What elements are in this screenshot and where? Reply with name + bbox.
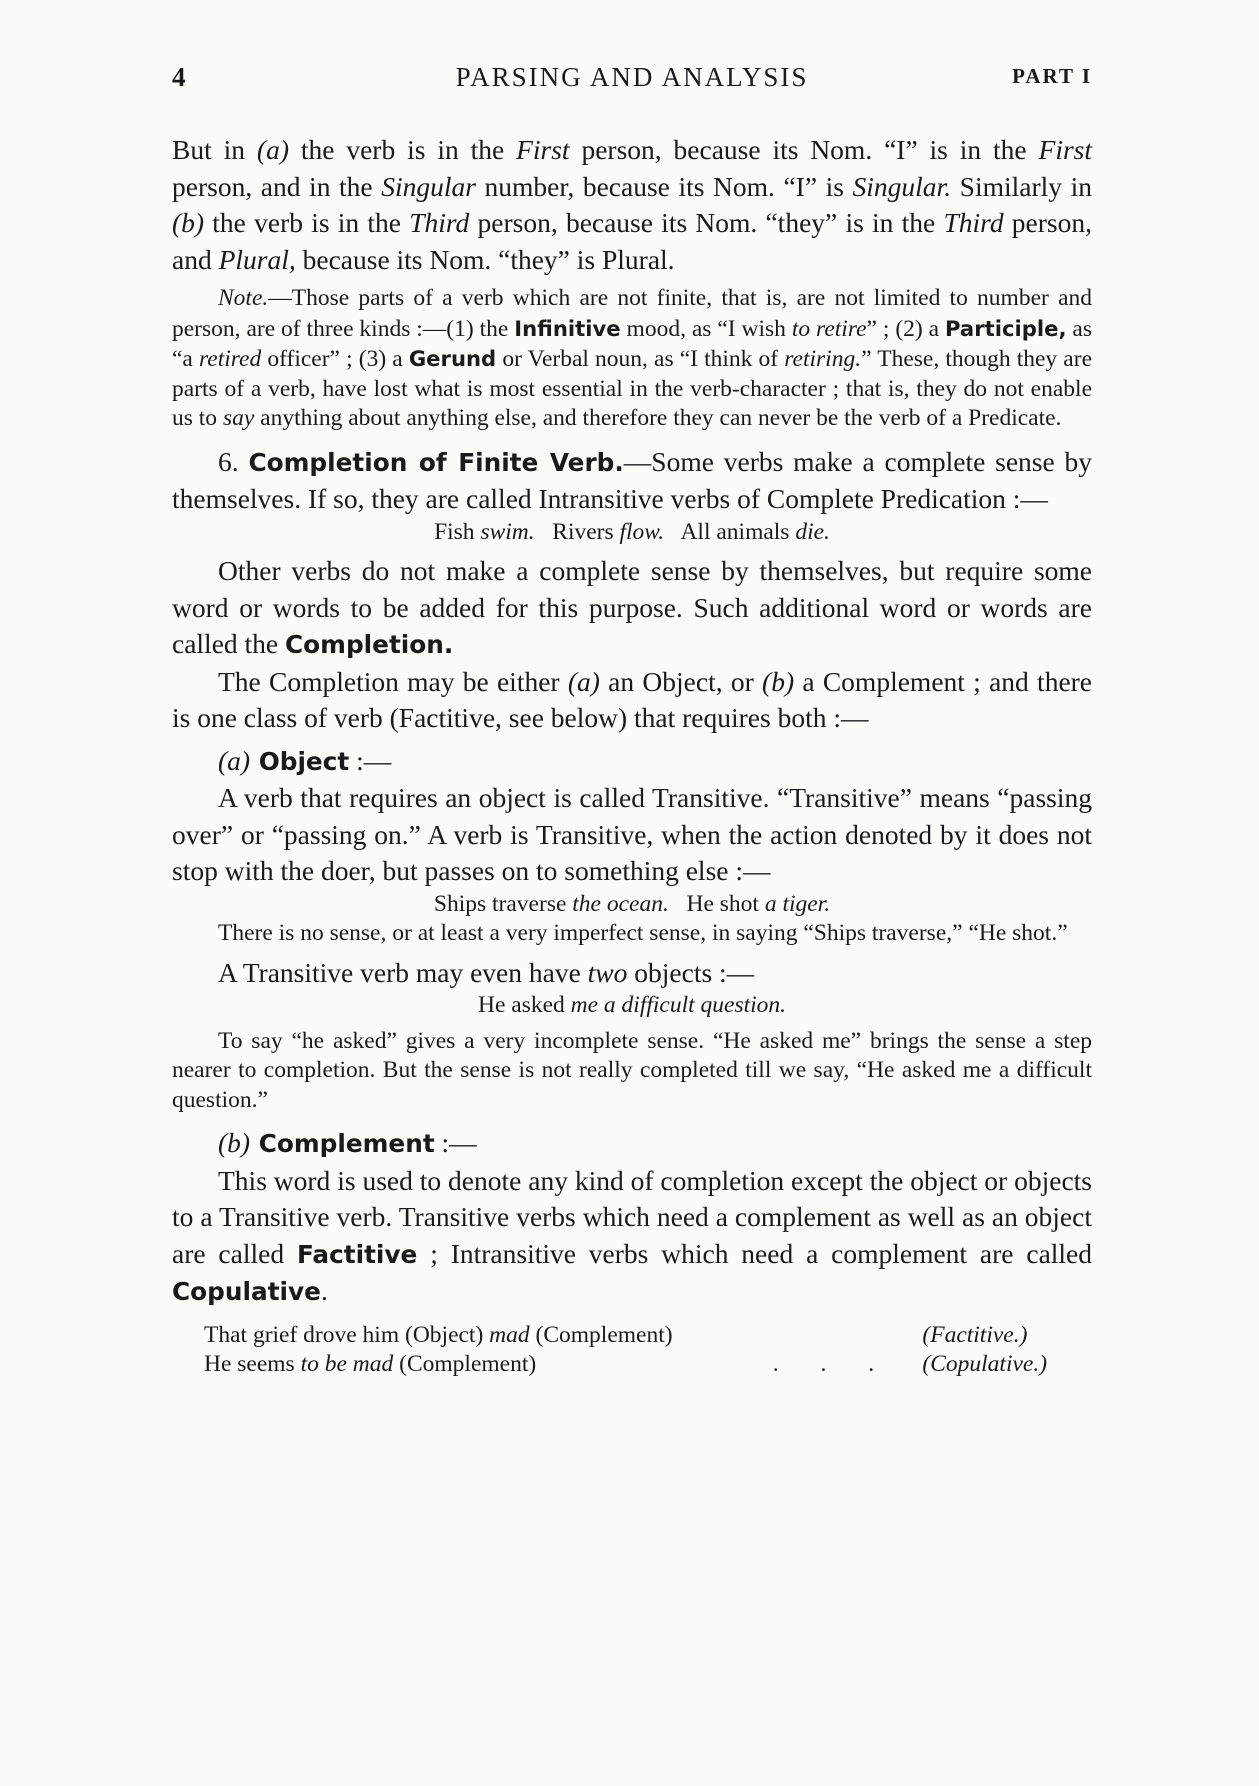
section-6-heading-paragraph: 6. Completion of Finite Verb.—Some verbs make a complete sense by themselves. If so, they are called Intransitive verbs of Complete Predication :— — [172, 445, 1092, 514]
example-two-objects: He asked me a difficult question. — [477, 992, 787, 1018]
page-header — [172, 62, 1092, 102]
note-paragraph: Note.—Those parts of a verb which are not finite, that is, are not limited to number and person, are of three kinds :—(1) the Infinitive mood, as “I wish to retire” ; (2) a Participle, as “a retired officer” ; (3) a Gerund or Verbal noun, as “I think of retiring.” These, though they are parts of a verb, have lost what is most essential in the verb-character ; that is, they do not enable us to say anything about anything else, and therefore they can never be the verb of a Predicate. — [172, 285, 1092, 431]
running-title: PARSING AND ANALYSIS — [455, 62, 809, 92]
example-row-factitive: That grief drove him (Object) mad (Complement) (Factitive.) — [204, 1321, 1080, 1351]
section-6-title: Completion of Finite Verb. — [248, 447, 624, 477]
complement-examples — [204, 1321, 1080, 1380]
subheading-object: (a) Object :— — [218, 744, 392, 776]
paragraph-completion-kinds: The Completion may be either (a) an Object, or (b) a Complement ; and there is one class of verb (Factitive, see below) that requires both :— — [172, 665, 1093, 733]
page-number: 4 — [172, 62, 187, 92]
paragraph-imperfect-sense: There is no sense, or at least a very imperfect sense, in saying “Ships traverse,” “He shot.” — [218, 920, 1068, 946]
example-row-copulative: He seems to be mad (Complement) . . . (Copulative.) — [204, 1350, 1080, 1380]
paragraph-complement: This word is used to denote any kind of completion except the object or objects to a Transitive verb. Transitive verbs which need a complement as well as an object are called Factitive ; Intransitive verbs which need a complement are called Copulative. — [172, 1164, 1093, 1306]
subheading-complement: (b) Complement :— — [218, 1127, 477, 1158]
example-intransitive: Fish swim. Rivers flow. All animals die. — [434, 518, 830, 545]
example-label: (Factitive.) — [922, 1321, 1028, 1348]
paragraph-incomplete-sense: To say “he asked” gives a very incomplete sense. “He asked me” brings the sense a step nearer to completion. But the sense is not really completed till we say, “He asked me a difficult question.” — [172, 1027, 1092, 1113]
paragraph-person-number: But in (a) the verb is in the First person, because its Nom. “I” is in the First person, and in the Singular number, because its Nom. “I” is Singular. Similarly in (b) the verb is in the Third person, because its Nom. “they” is in the Third person, and Plural, because its Nom. “they” is Plural. — [172, 134, 1092, 275]
leader-dots — [772, 1321, 892, 1351]
example-transitive: Ships traverse the ocean. He shot a tiger. — [433, 890, 831, 917]
leader-dots: . . . — [772, 1351, 893, 1377]
paragraph-completion: Other verbs do not make a complete sense by themselves, but require some word or words to be added for this purpose. Such additional word or words are called the Completion. — [172, 555, 1092, 659]
page-body — [172, 132, 1092, 1380]
part-label: PART I — [1012, 64, 1092, 88]
paragraph-two-objects: A Transitive verb may even have two objects :— — [218, 956, 755, 988]
paragraph-transitive: A verb that requires an object is called Transitive. “Transitive” means “passing over” or “passing on.” A verb is Transitive, when the action denoted by it does not stop with the doer, but passes on to something else :— — [172, 782, 1092, 886]
example-label: (Copulative.) — [922, 1351, 1048, 1377]
